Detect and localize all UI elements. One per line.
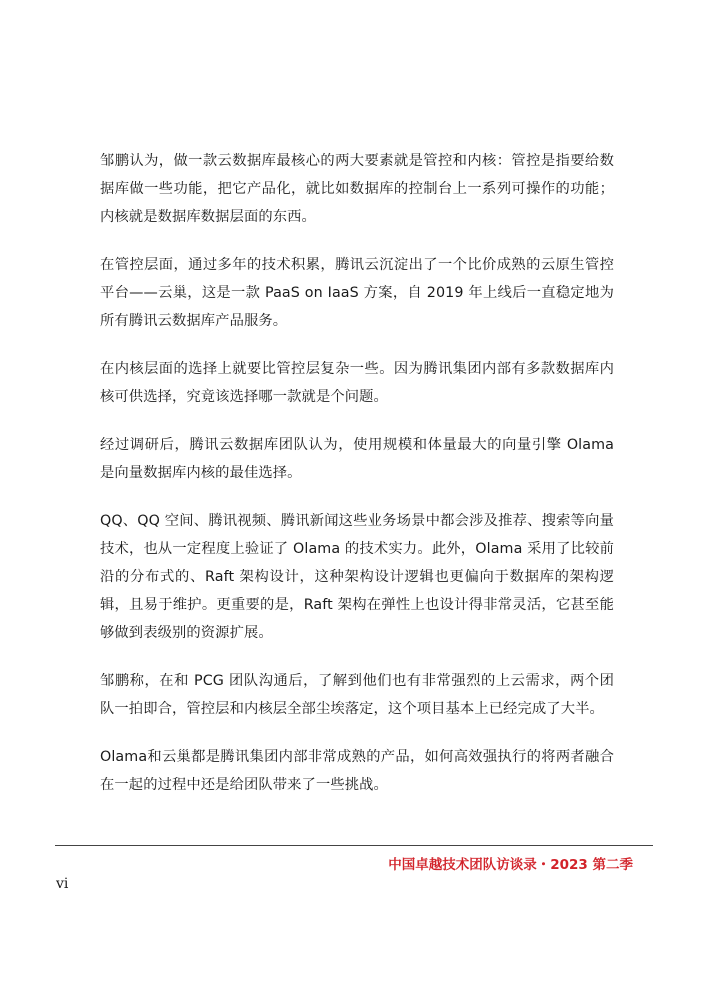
paragraph: QQ、QQ 空间、腾讯视频、腾讯新闻这些业务场景中都会涉及推荐、搜索等向量技术，也从一定程度上验证了 Olama 的技术实力。此外，Olama 采用了比较前沿的分布式的、Raft 架构设计，这种架构设计逻辑也更偏向于数据库的架构逻辑，且易于维护。更重要的是，Raft 架构在弹性上也设计得非常灵活，它甚至能够做到表级别的资源扩展。 <box>100 513 614 641</box>
footer-divider <box>55 845 653 846</box>
paragraph: 经过调研后，腾讯云数据库团队认为，使用规模和体量最大的向量引擎 Olama 是向量数据库内核的最佳选择。 <box>100 437 614 481</box>
page-number: vi <box>56 876 69 892</box>
paragraph: 邹鹏称，在和 PCG 团队沟通后，了解到他们也有非常强烈的上云需求，两个团队一拍即合，管控层和内核层全部尘埃落定，这个项目基本上已经完成了大半。 <box>100 673 614 717</box>
paragraph: 在管控层面，通过多年的技术积累，腾讯云沉淀出了一个比价成熟的云原生管控平台——云巢，这是一款 PaaS on IaaS 方案，自 2019 年上线后一直稳定地为所有腾讯云数据库产品服务。 <box>100 257 614 329</box>
paragraph: 邹鹏认为，做一款云数据库最核心的两大要素就是管控和内核：管控是指要给数据库做一些功能，把它产品化，就比如数据库的控制台上一系列可操作的功能；内核就是数据库数据层面的东西。 <box>100 153 614 225</box>
footer-publication-title: 中国卓越技术团队访谈录・2023 第二季 <box>388 857 633 873</box>
paragraph: 在内核层面的选择上就要比管控层复杂一些。因为腾讯集团内部有多款数据库内核可供选择，究竟该选择哪一款就是个问题。 <box>100 361 614 405</box>
paragraph: Olama和云巢都是腾讯集团内部非常成熟的产品，如何高效强执行的将两者融合在一起的过程中还是给团队带来了一些挑战。 <box>100 749 614 793</box>
article-body <box>100 147 614 819</box>
